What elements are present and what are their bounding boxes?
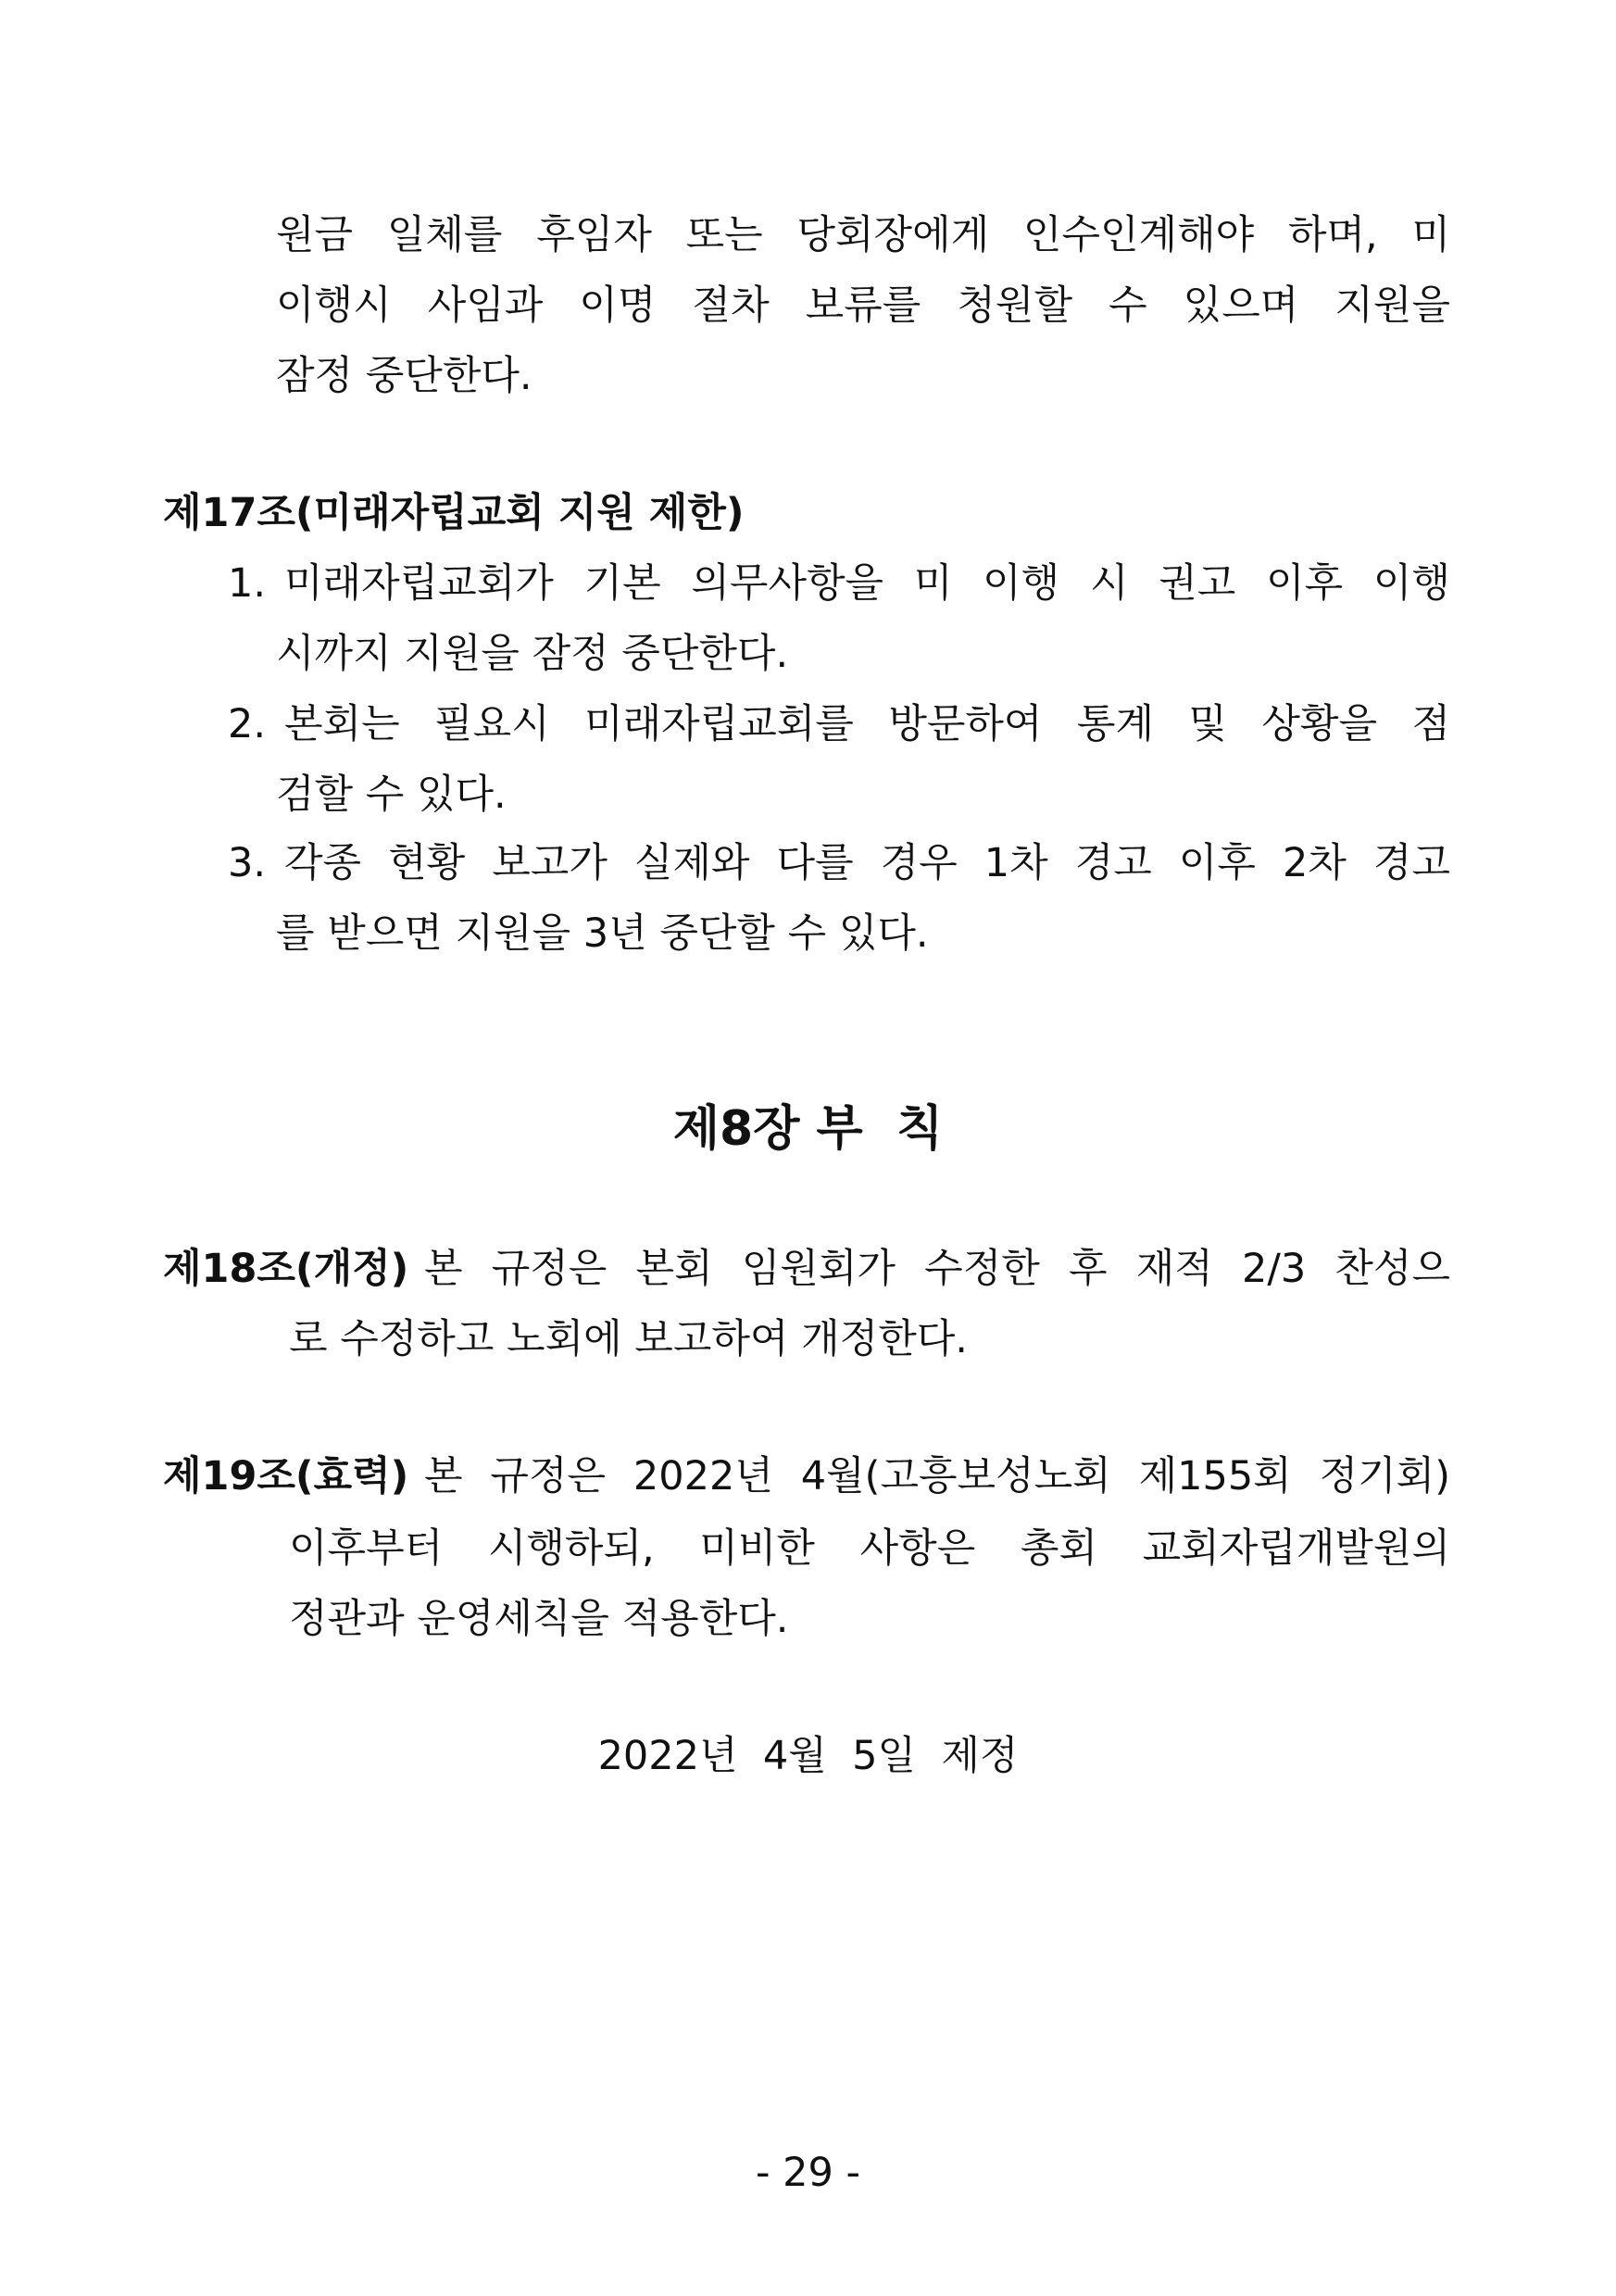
- article-17-item-2-line-2: 검할 수 있다.: [276, 772, 507, 818]
- article-17-item-2-number: 2.: [228, 701, 267, 747]
- page-number: - 29 -: [755, 2150, 861, 2196]
- intro-line-2: 이행시 사임과 이명 절차 보류를 청원할 수 있으며 지원을: [276, 282, 1450, 329]
- article-18-heading: 제18조(개정): [163, 1246, 409, 1292]
- article-19-line-3: 정관과 운영세칙을 적용한다.: [289, 1596, 789, 1642]
- article-19-line-2: 이후부터 시행하되, 미비한 사항은 총회 교회자립개발원의: [289, 1525, 1450, 1572]
- article-18-line-1: 본 규정은 본회 임원회가 수정한 후 재적 2/3 찬성으: [424, 1246, 1450, 1292]
- article-17-item-2-line-1: 본회는 필요시 미래자립교회를 방문하여 통계 및 상황을 점: [284, 701, 1450, 747]
- intro-line-1: 원금 일체를 후임자 또는 당회장에게 인수인계해야 하며, 미: [276, 212, 1450, 258]
- article-17-item-3-number: 3.: [228, 840, 267, 886]
- article-17-item-3-line-1: 각종 현황 보고가 실제와 다를 경우 1차 경고 이후 2차 경고: [284, 840, 1450, 886]
- enactment-date: 2022년 4월 5일 제정: [597, 1733, 1019, 1779]
- article-17-item-1-number: 1.: [228, 560, 267, 607]
- article-19-heading: 제19조(효력): [163, 1453, 409, 1499]
- article-17-heading: 제17조(미래자립교회 지원 제한): [163, 490, 745, 536]
- article-18-line-2: 로 수정하고 노회에 보고하여 개정한다.: [289, 1316, 968, 1362]
- article-17-item-1-line-1: 미래자립교회가 기본 의무사항을 미 이행 시 권고 이후 이행: [284, 560, 1450, 607]
- chapter-title: 제8장 부 칙: [672, 1101, 944, 1157]
- article-19-line-1: 본 규정은 2022년 4월(고흥보성노회 제155회 정기회): [424, 1453, 1450, 1499]
- article-17-item-1-line-2: 시까지 지원을 잠정 중단한다.: [276, 631, 789, 677]
- article-17-item-3-line-2: 를 받으면 지원을 3년 중단할 수 있다.: [276, 910, 929, 957]
- intro-line-3: 잠정 중단한다.: [276, 353, 532, 399]
